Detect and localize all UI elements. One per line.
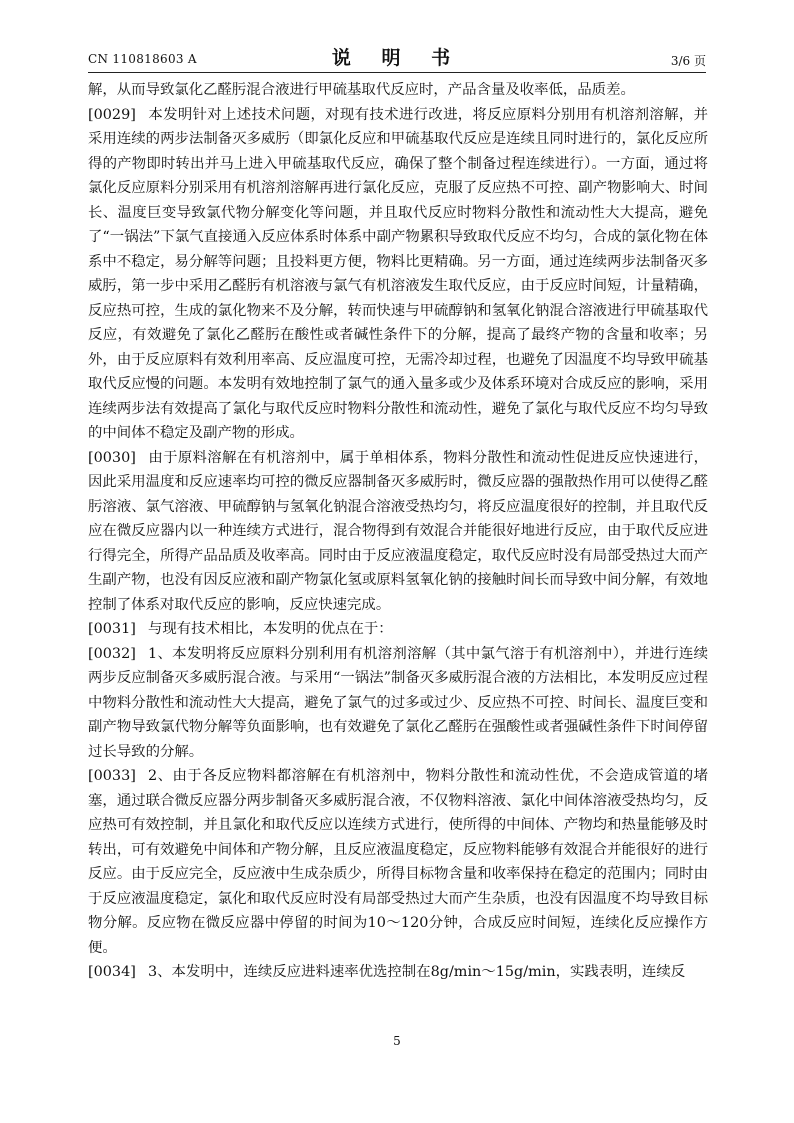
- paragraph-number: [0033]: [88, 768, 136, 784]
- paragraph: [88, 617, 708, 642]
- paragraph-text: 1、本发明将反应原料分别利用有机溶剂溶解（其中氯气溶于有机溶剂中），并进行连续两步反应制备灭多威肟混合液。与采用“一锅法”制备灭多威肟混合液的方法相比，本发明反应过程中物料分散性和流动性大大提高，避免了氯气的过多或过少、反应热不可控、时间长、温度巨变和副产物导致氯代物分解等负面影响，也有效避免了氯化乙醛肟在强酸性或者强碱性条件下时间停留过长导致的分解。: [88, 645, 708, 760]
- paragraph-number: [0030]: [88, 449, 136, 466]
- document-title: 说 明 书: [331, 47, 463, 69]
- paragraph-text: 2、由于各反应物料都溶解在有机溶剂中，物料分散性和流动性优，不会造成管道的堵塞，通过联合微反应器分两步制备灭多威肟混合液，不仅物料溶液、氯化中间体溶液受热均匀，反应热可有效控制，并且氯化和取代反应以连续方式进行，使所得的中间体、产物均和热量能够及时转出，可有效避免中间体和产物分解，且反应液温度稳定，反应物料能够有效混合并能很好的进行反应。由于反应完全，反应液中生成杂质少，所得目标物含量和收率保持在稳定的范围内；同时由于反应液温度稳定，氯化和取代反应时没有局部受热过大而产生杂质，也没有因温度不均导致目标物分解。反应物在微反应器中停留的时间为10～120分钟，合成反应时间短，连续化反应操作方便。: [88, 768, 708, 956]
- paragraph: [88, 764, 708, 960]
- page-header: [88, 40, 706, 73]
- paragraph: [88, 446, 708, 618]
- paragraph-text: 3、本发明中，连续反应进料速率优选控制在8g/min～15g/min，实践表明，连续反: [148, 964, 686, 980]
- paragraph: [88, 78, 708, 103]
- patent-number: CN 110818603 A: [88, 52, 197, 66]
- paragraph-text: 本发明针对上述技术问题，对现有技术进行改进，将反应原料分别用有机溶剂溶解，并采用连续的两步法制备灭多威肟（即氯化反应和甲硫基取代反应是连续且同时进行的，氯化反应所得的产物即时转出并马上进入甲硫基取代反应，确保了整个制备过程连续进行）。一方面，通过将氯化反应原料分别采用有机溶剂溶解再进行氯化反应，克服了反应热不可控、副产物影响大、时间长、温度巨变导致氯代物分解变化等问题，并且取代反应时物料分散性和流动性大大提高，避免了“一锅法”下氯气直接通入反应体系时体系中副产物累积导致取代反应不均匀，合成的氯化物在体系中不稳定，易分解等问题；且投料更方便，物料比更精确。另一方面，通过连续两步法制备灭多威肟，第一步中采用乙醛肟有机溶液与氯气有机溶液发生取代反应，由于反应时间短，计量精确，反应热可控，生成的氯化物来不及分解，转而快速与甲硫醇钠和氢氧化钠混合溶液进行甲硫基取代反应，有效避免了氯化乙醛肟在酸性或者碱性条件下的分解，提高了最终产物的含量和收率；另外，由于反应原料有效利用率高、反应温度可控，无需冷却过程，也避免了因温度不均导致甲硫基取代反应慢的问题。本发明有效地控制了氯气的通入量多或少及体系环境对合成反应的影响，采用连续两步法有效提高了氯化与取代反应时物料分散性和流动性，避免了氯化与取代反应不均匀导致的中间体不稳定及副产物的形成。: [88, 106, 708, 441]
- paragraph: [88, 103, 708, 446]
- paragraph-text: 解，从而导致氯化乙醛肟混合液进行甲硫基取代反应时，产品含量及收率低，品质差。: [88, 82, 635, 98]
- paragraph-number: [0034]: [88, 964, 136, 980]
- paragraph-number: [0032]: [88, 645, 136, 662]
- paragraph-text: 由于原料溶解在有机溶剂中，属于单相体系，物料分散性和流动性促进反应快速进行，因此采用温度和反应速率均可控的微反应器制备灭多威肟时，微反应器的强散热作用可以使得乙醛肟溶液、氯气溶液、甲硫醇钠与氢氧化钠混合溶液受热均匀，将反应温度很好的控制，并且取代反应在微反应器内以一种连续方式进行，混合物得到有效混合并能很好地进行反应，由于取代反应进行得完全，所得产品品质及收率高。同时由于反应液温度稳定，取代反应时没有局部受热过大而产生副产物，也没有因反应液和副产物氯化氢或原料氢氧化钠的接触时间长而导致中间分解，有效地控制了体系对取代反应的影响，反应快速完成。: [88, 449, 708, 613]
- paragraph-number: [0029]: [88, 106, 136, 123]
- document-body: [88, 78, 708, 985]
- page-indicator: 3/6 页: [670, 54, 706, 68]
- paragraph: [88, 960, 708, 985]
- page-number: 5: [393, 1034, 401, 1048]
- paragraph-text: 与现有技术相比，本发明的优点在于：: [148, 621, 393, 637]
- paragraph: [88, 642, 708, 765]
- paragraph-number: [0031]: [88, 621, 136, 637]
